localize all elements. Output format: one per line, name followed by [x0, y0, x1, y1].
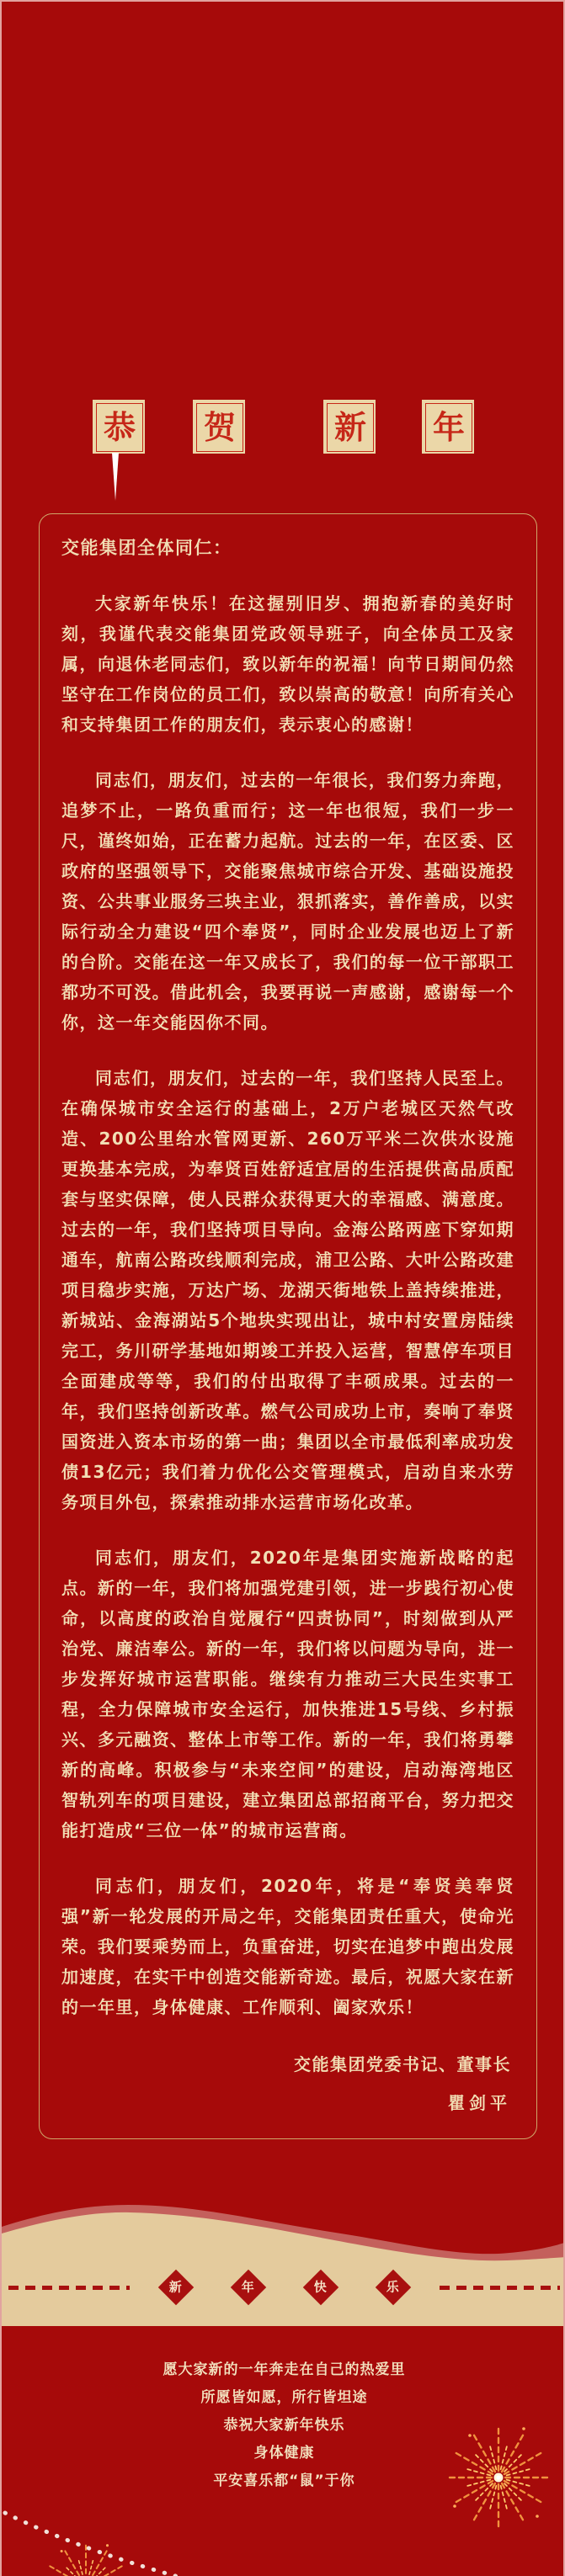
footer-wishes	[2, 2356, 565, 2495]
letter-paragraph: 同志们，朋友们，2020年，将是“奉贤美奉贤强”新一轮发展的开局之年，交能集团责任重大，使命光荣。我们要乘势而上，负重奋进，切实在追梦中跑出发展加速度，在实干中创造交能新奇迹。最后，祝愿大家在新的一年里，身体健康、工作顺利、阖家欢乐！	[61, 1876, 514, 2017]
title-card	[93, 400, 145, 454]
dashed-line	[8, 2286, 130, 2290]
signature-title: 交能集团党委书记、董事长	[294, 2054, 511, 2074]
title-card	[193, 400, 245, 454]
title-char: 年	[425, 403, 472, 452]
diamond-badge	[157, 2270, 193, 2305]
pointer-needle-icon	[112, 453, 119, 501]
title-card	[422, 400, 474, 454]
diamond-char: 新	[168, 2279, 183, 2295]
dashed-line	[440, 2286, 561, 2290]
dotted-arc-icon	[5, 2513, 222, 2576]
letter-paragraph: 同志们，朋友们，过去的一年很长，我们努力奔跑，追梦不止，一路负重而行；这一年也很短，我们一步一尺，谨终如始，正在蓄力起航。过去的一年，在区委、区政府的坚强领导下，交能聚焦城市综合开发、基础设施投资、公共事业服务三块主业，狠抓落实，善作善成，以实际行动全力建设“四个奉贤”，同时企业发展也迈上了新的台阶。交能在这一年又成长了，我们的每一位干部职工都功不可没。借此机会，我要再说一声感谢，感谢每一个你，这一年交能因你不同。	[61, 770, 514, 1033]
diamond-badge	[230, 2270, 265, 2305]
diamond-char: 年	[241, 2279, 255, 2295]
title-char: 新	[327, 403, 374, 452]
letter-paragraph: 同志们，朋友们，2020年是集团实施新战略的起点。新的一年，我们将加强党建引领，进一步践行初心使命，以高度的政治自觉履行“四责协同”，时刻做到从严治党、廉洁奉公。新的一年，我们将以问题为导向，进一步发挥好城市运营职能。继续有力推动三大民生实事工程，全力保障城市安全运行，加快推进15号线、乡村振兴、多元融资、整体上市等工作。新的一年，我们将勇攀新的高峰。积极参与“未来空间”的建设，启动海湾地区智轨列车的项目建设，建立集团总部招商平台，努力把交能打造成“三位一体”的城市运营商。	[61, 1548, 514, 1840]
letter-salutation: 交能集团全体同仁：	[61, 538, 232, 558]
diamond-char: 乐	[386, 2279, 400, 2295]
wish-line: 平安喜乐都“鼠”于你	[213, 2472, 355, 2489]
diamond-badge	[375, 2270, 410, 2305]
wish-line: 身体健康	[253, 2445, 315, 2462]
new-year-divider	[2, 2269, 565, 2306]
wish-line: 愿大家新的一年奔走在自己的热爱里	[163, 2361, 406, 2378]
diamond-badge	[302, 2270, 338, 2305]
title-char: 恭	[96, 403, 143, 452]
wish-line: 所愿皆如愿，所行皆坦途	[200, 2389, 368, 2406]
diamond-group	[163, 2275, 406, 2300]
letter-paragraph: 同志们，朋友们，过去的一年，我们坚持人民至上。在确保城市安全运行的基础上，2万户老城区天然气改造、200公里给水管网更新、260万平米二次供水设施更换基本完成，为奉贤百姓舒适宜居的生活提供高品质配套与坚实保障，使人民群众获得更大的幸福感、满意度。过去的一年，我们坚持项目导向。金海公路两座下穿如期通车，航南公路改线顺利完成，浦卫公路、大叶公路改建项目稳步实施，万达广场、龙湖天街地铁上盖持续推进，新城站、金海湖站5个地块实现出让，城中村安置房陆续完工，务川研学基地如期竣工并投入运营，智慧停车项目全面建成等等，我们的付出取得了丰硕成果。过去的一年，我们坚持创新改革。燃气公司成功上市，奏响了奉贤国资进入资本市场的第一曲；集团以全市最低利率成功发债13亿元；我们着力优化公交管理模式，启动自来水劳务项目外包，探索推动排水运营市场化改革。	[61, 1068, 514, 1512]
title-char: 贺	[196, 403, 243, 452]
footer	[2, 2326, 565, 2576]
title-card	[323, 400, 376, 454]
signature-name: 瞿剑平	[448, 2093, 511, 2113]
wish-line: 恭祝大家新年快乐	[223, 2417, 345, 2434]
diamond-char: 快	[313, 2279, 328, 2295]
letter-box	[39, 513, 537, 2139]
letter-paragraph: 大家新年快乐！在这握别旧岁、拥抱新春的美好时刻，我谨代表交能集团党政领导班子，向全体员工及家属，向退休老同志们，致以新年的祝福！向节日期间仍然坚守在工作岗位的员工们，致以崇高的敬意！向所有关心和支持集团工作的朋友们，表示衷心的感谢！	[61, 593, 514, 735]
letter-signature	[61, 2048, 514, 2120]
firework-icon	[45, 2544, 128, 2576]
